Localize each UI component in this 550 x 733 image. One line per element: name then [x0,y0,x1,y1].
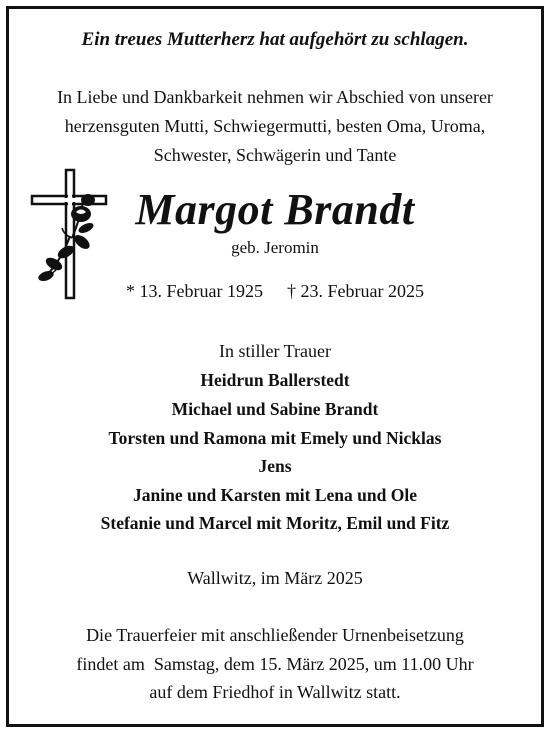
birth-name: geb. Jeromin [231,238,319,257]
deceased-name: Margot Brandt [135,185,415,234]
mourning-label: In stiller Trauer [219,341,331,361]
intro-line: herzensguten Mutti, Schwiegermutti, besten Oma, Uroma, [64,116,486,136]
birth-date: * 13. Februar 1925 [126,281,263,301]
mourner-line: Michael und Sabine Brandt [171,399,379,419]
mourner-line: Heidrun Ballerstedt [200,370,350,390]
place-date: Wallwitz, im März 2025 [187,568,363,588]
death-date: † 23. Februar 2025 [287,281,424,301]
mourner-line: Jens [258,456,292,476]
mourner-line: Torsten und Ramona mit Emely und Nicklas [108,428,442,448]
intro-line: In Liebe und Dankbarkeit nehmen wir Abschied von unserer [57,87,493,107]
funeral-line: Die Trauerfeier mit anschließender Urnenbeisetzung [86,625,464,645]
headline: Ein treues Mutterherz hat aufgehört zu schlagen. [81,29,469,50]
intro-line: Schwester, Schwägerin und Tante [153,145,397,165]
funeral-line: findet am Samstag, dem 15. März 2025, um 11.00 Uhr [76,654,474,674]
funeral-line: auf dem Friedhof in Wallwitz statt. [149,682,401,702]
obituary-notice [9,9,541,724]
life-dates [9,281,541,302]
mourner-line: Janine und Karsten mit Lena und Ole [133,485,417,505]
mourner-line: Stefanie und Marcel mit Moritz, Emil und Fitz [100,513,450,533]
